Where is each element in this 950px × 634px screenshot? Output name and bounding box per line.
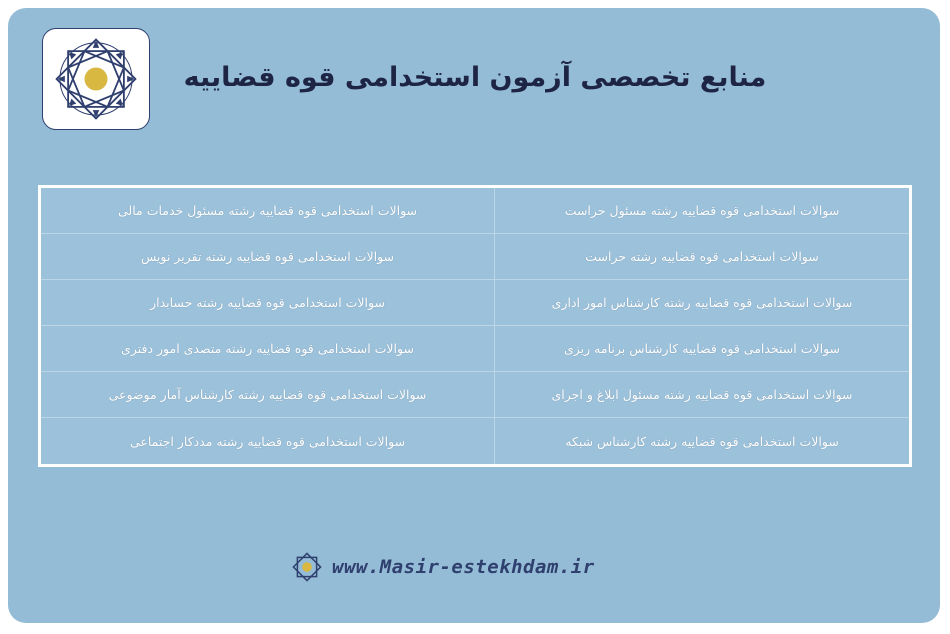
table-cell-right[interactable]: سوالات استخدامی قوه قضاییه رشته مسئول حراست (495, 188, 909, 234)
table-cell-left[interactable]: سوالات استخدامی قوه قضاییه رشته حسابدار (41, 280, 495, 326)
table-cell-left[interactable]: سوالات استخدامی قوه قضاییه رشته مددکار اجتماعی (41, 418, 495, 464)
table-cell-right[interactable]: سوالات استخدامی قوه قضاییه کارشناس برنامه ریزی (495, 326, 909, 372)
footer (292, 550, 595, 584)
table-cell-right[interactable]: سوالات استخدامی قوه قضاییه رشته مسئول ابلاغ و اجرای (495, 372, 909, 418)
table-cell-right[interactable]: سوالات استخدامی قوه قضاییه رشته حراست (495, 234, 909, 280)
topics-table (38, 185, 912, 467)
table-cell-right[interactable]: سوالات استخدامی قوه قضاییه رشته کارشناس شبکه (565, 433, 839, 449)
ornamental-star-logo-icon (55, 38, 137, 120)
website-link[interactable]: www.Masir-estekhdam.ir (332, 556, 595, 578)
table-cell-left[interactable]: سوالات استخدامی قوه قضاییه رشته متصدی امور دفتری (41, 326, 495, 372)
small-star-logo-icon (292, 552, 322, 582)
table-cell-right[interactable]: سوالات استخدامی قوه قضاییه رشته کارشناس امور اداری (495, 280, 909, 326)
table-cell-left[interactable]: سوالات استخدامی قوه قضاییه رشته کارشناس آمار موضوعی (41, 372, 495, 418)
page-title: منابع تخصصی آزمون استخدامی قوه قضاییه (183, 62, 767, 93)
table-cell-left[interactable]: سوالات استخدامی قوه قضاییه رشته مسئول خدمات مالی (41, 188, 495, 234)
logo-box (42, 28, 150, 130)
table-cell-left[interactable]: سوالات استخدامی قوه قضاییه رشته تقریر نویس (41, 234, 495, 280)
